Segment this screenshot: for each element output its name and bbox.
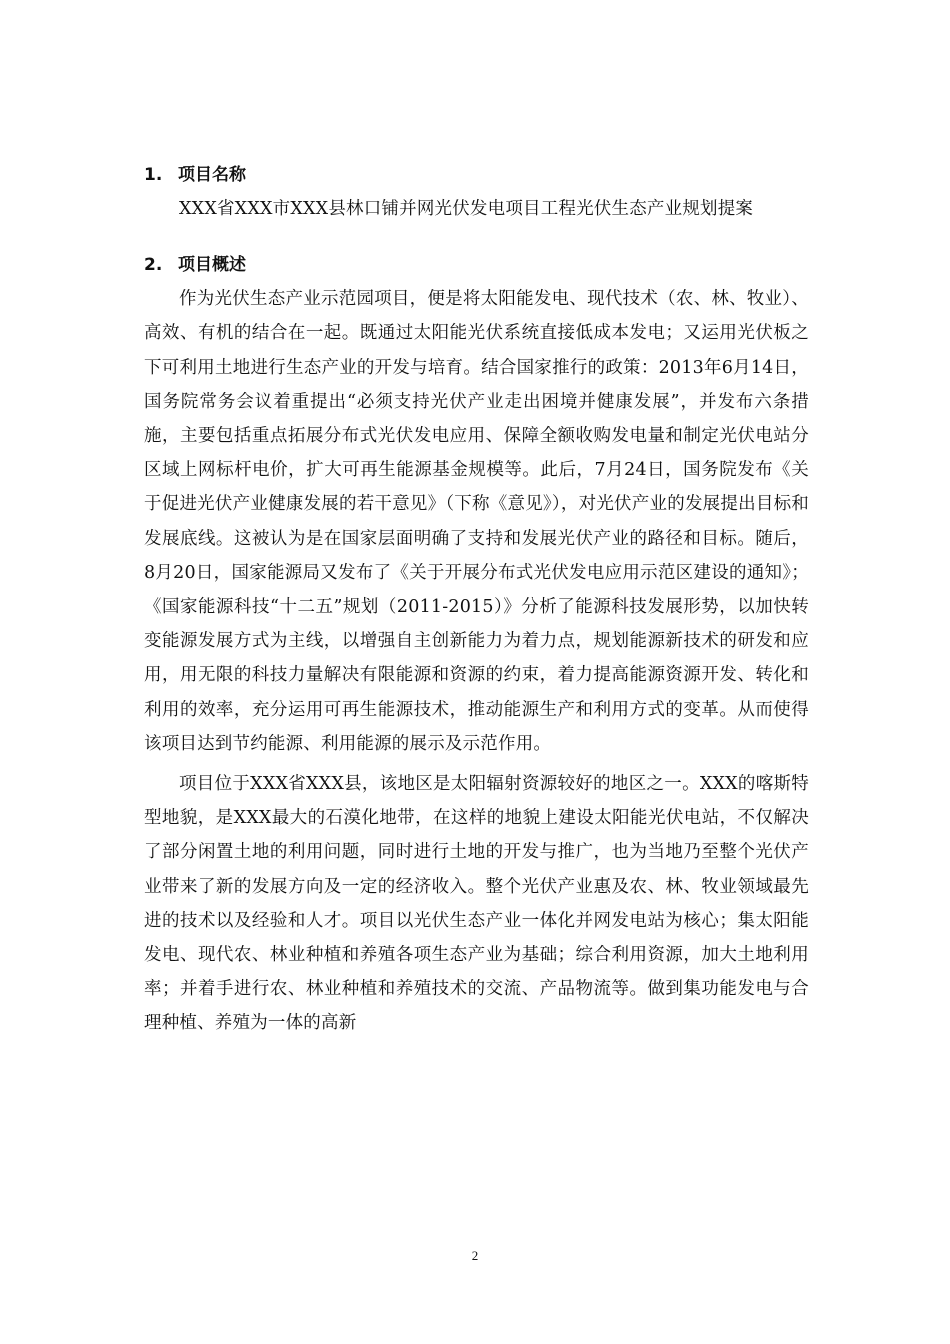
section-title: 项目概述	[178, 255, 246, 276]
section-heading-project-overview	[144, 248, 809, 282]
section-number: 2.	[144, 255, 163, 276]
page-number: 2	[471, 1248, 479, 1263]
page-content	[144, 158, 809, 1041]
paragraph-overview-2: 项目位于XXX省XXX县，该地区是太阳辐射资源较好的地区之一。XXX的喀斯特型地貌，是XXX最大的石漠化地带，在这样的地貌上建设太阳能光伏电站，不仅解决了部分闲置土地的利用问题，同时进行土地的开发与推广，也为当地乃至整个光伏产业带来了新的发展方向及一定的经济收入。整个光伏产业惠及农、林、牧业领域最先进的技术以及经验和人才。项目以光伏生态产业一体化并网发电站为核心；集太阳能发电、现代农、林业种植和养殖各项生态产业为基础；综合利用资源，加大土地利用率；并着手进行农、林业种植和养殖技术的交流、产品物流等。做到集功能发电与合理种植、养殖为一体的高新	[144, 774, 809, 1034]
section-heading-project-name	[144, 158, 809, 192]
section-title: 项目名称	[178, 165, 246, 185]
paragraph-project-name: XXX省XXX市XXX县林口铺并网光伏发电项目工程光伏生态产业规划提案	[179, 199, 754, 219]
section-spacer	[144, 226, 809, 248]
section-number: 1.	[144, 165, 163, 185]
paragraph-overview-1: 作为光伏生态产业示范园项目，便是将太阳能发电、现代技术（农、林、牧业）、高效、有机的结合在一起。既通过太阳能光伏系统直接低成本发电；又运用光伏板之下可利用土地进行生态产业的开发与培育。结合国家推行的政策：2013年6月14日，国务院常务会议着重提出“必须支持光伏产业走出困境并健康发展”，并发布六条措施，主要包括重点拓展分布式光伏发电应用、保障全额收购发电量和制定光伏电站分区域上网标杆电价，扩大可再生能源基金规模等。此后，7月24日，国务院发布《关于促进光伏产业健康发展的若干意见》（下称《意见》），对光伏产业的发展提出目标和发展底线。这被认为是在国家层面明确了支持和发展光伏产业的路径和目标。随后，8月20日，国家能源局又发布了《关于开展分布式光伏发电应用示范区建设的通知》；《国家能源科技“十二五”规划（2011-2015）》分析了能源科技发展形势，以加快转变能源发展方式为主线，以增强自主创新能力为着力点，规划能源新技术的研发和应用，用无限的科技力量解决有限能源和资源的约束，着力提高能源资源开发、转化和利用的效率，充分运用可再生能源技术，推动能源生产和利用方式的变革。从而使得该项目达到节约能源、利用能源的展示及示范作用。	[144, 289, 809, 754]
